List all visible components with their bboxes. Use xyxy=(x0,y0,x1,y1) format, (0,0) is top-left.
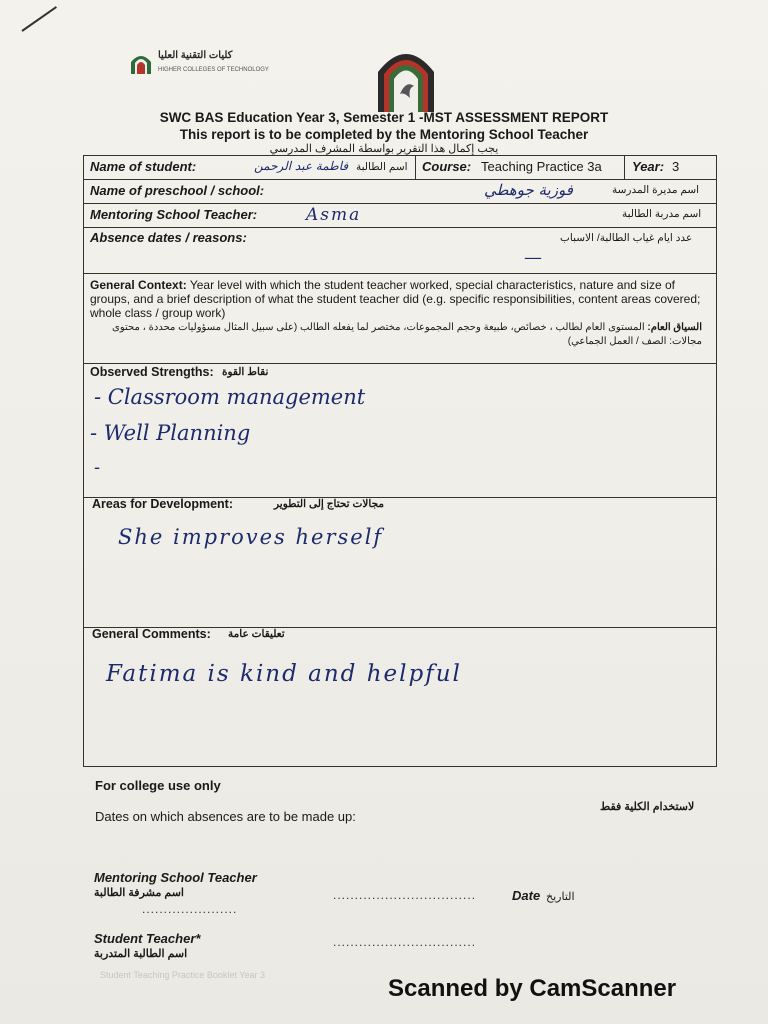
course-label: Course: xyxy=(422,159,472,174)
teacher-label-arabic: اسم مدربة الطالبة xyxy=(622,208,702,220)
course-value: Teaching Practice 3a xyxy=(481,159,602,174)
context-text-arabic: المستوى العام لطالب ، خصائص، طبيعة وحجم المجموعات، مختصر لما يفعله الطالب (على سبيل المثال مسؤوليات محددة ، محتوى مجالات: الصف / العمل الجماعي) xyxy=(112,322,702,347)
comments-row xyxy=(84,627,716,765)
context-text: Year level with which the student teacher worked, special characteristics, nature and size of groups, and a brief description of what the student teacher did (e.g. specific responsibilities, content areas covered; whole class / group work) xyxy=(90,278,701,320)
absence-row xyxy=(84,227,716,274)
student-label: Name of student: xyxy=(90,159,197,174)
college-use-label: For college use only xyxy=(95,778,221,793)
comments-value: Fatima is kind and helpful xyxy=(106,661,462,687)
logo-arabic-text: كليات التقنية العليا xyxy=(158,50,233,61)
student-value: فاطمة عبد الرحمن xyxy=(254,159,349,173)
bleed-through-text: Student Teaching Practice Booklet Year 3 xyxy=(100,970,265,980)
absence-makeup-label: Dates on which absences are to be made up: xyxy=(95,809,356,824)
teacher-value: Asma xyxy=(306,205,362,225)
mentor-signature-label-arabic: اسم مشرفة الطالبة xyxy=(94,887,184,899)
context-label-arabic: السياق العام: xyxy=(647,322,702,333)
strengths-row xyxy=(84,363,716,498)
strength-item: - Well Planning xyxy=(90,421,251,445)
date-label: Date xyxy=(512,888,541,903)
pen-mark xyxy=(21,6,57,32)
college-use-label-arabic: لاستخدام الكلية فقط xyxy=(600,801,695,813)
hct-logo xyxy=(128,48,269,80)
assessment-form xyxy=(83,155,717,767)
mentor-signature-label: Mentoring School Teacher xyxy=(94,870,257,885)
context-paragraph-arabic xyxy=(90,321,702,349)
comments-label-arabic: تعليقات عامة xyxy=(228,628,285,640)
strengths-label-arabic: نقاط القوة xyxy=(222,366,269,378)
absence-label-arabic: عدد ايام غياب الطالبة/ الاسباب xyxy=(560,232,693,244)
development-label: Areas for Development: xyxy=(92,497,234,511)
strengths-label: Observed Strengths: xyxy=(90,365,214,379)
mentor-signature-line: ...................... xyxy=(142,902,238,916)
context-paragraph xyxy=(90,278,702,320)
development-label-arabic: مجالات تحتاج إلى التطوير xyxy=(274,498,384,510)
development-value: She improves herself xyxy=(118,525,384,549)
report-subtitle-arabic: يجب إكمال هذا التقرير بواسطة المشرف المدرسي xyxy=(269,143,499,155)
absence-label: Absence dates / reasons: xyxy=(90,230,247,245)
camscanner-watermark: Scanned by CamScanner xyxy=(388,975,677,1002)
year-label: Year: xyxy=(632,159,665,174)
student-teacher-label: Student Teacher* xyxy=(94,931,201,946)
hct-emblem-icon xyxy=(128,50,154,76)
school-value: فوزية جوهطي xyxy=(484,181,573,199)
logo-english-text: HIGHER COLLEGES OF TECHNOLOGY xyxy=(158,67,269,73)
context-label: General Context: xyxy=(90,278,187,292)
school-label: Name of preschool / school: xyxy=(90,183,265,198)
context-row xyxy=(84,273,716,364)
student-row xyxy=(84,156,716,180)
comments-label: General Comments: xyxy=(92,627,211,641)
school-row xyxy=(84,179,716,204)
teacher-row xyxy=(84,203,716,228)
strength-item: - Classroom management xyxy=(94,385,366,409)
report-subtitle: This report is to be completed by the Mentoring School Teacher xyxy=(179,127,589,142)
strength-item: - xyxy=(94,457,101,478)
college-crest-icon xyxy=(372,42,440,114)
student-teacher-line: ................................. xyxy=(333,935,477,949)
school-label-arabic: اسم مديرة المدرسة xyxy=(612,184,700,196)
report-title: SWC BAS Education Year 3, Semester 1 -MST ASSESSMENT REPORT xyxy=(159,110,609,125)
student-label-arabic: اسم الطالبة xyxy=(356,161,408,173)
student-teacher-label-arabic: اسم الطالبة المتدربة xyxy=(94,948,188,960)
mentor-name-line: ................................. xyxy=(333,888,477,902)
date-label-arabic: التاريخ xyxy=(546,891,575,903)
development-row xyxy=(84,497,716,628)
absence-value: — xyxy=(524,247,542,268)
year-value: 3 xyxy=(672,159,680,174)
teacher-label: Mentoring School Teacher: xyxy=(90,207,258,222)
